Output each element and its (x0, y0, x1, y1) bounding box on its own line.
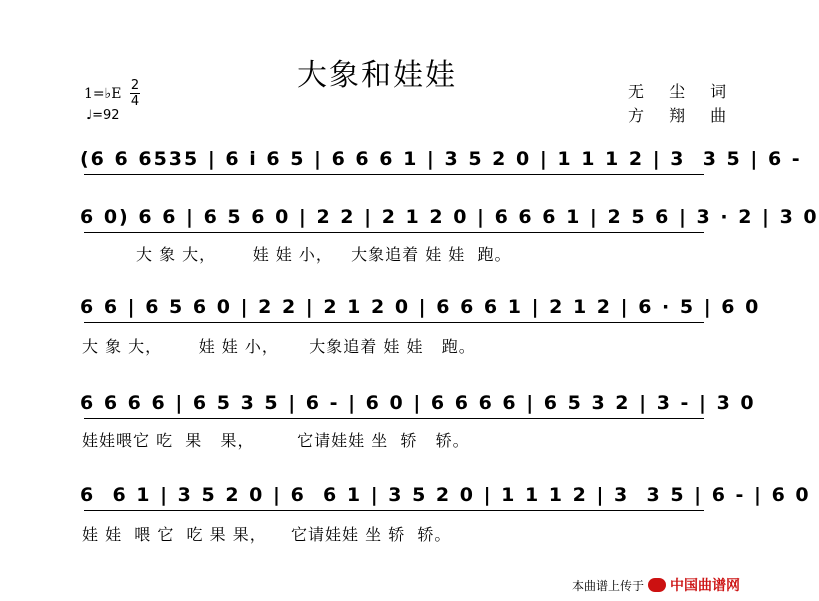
score-meta (84, 78, 140, 123)
beat-underline (84, 418, 704, 419)
key-signature: 1=♭E (84, 86, 122, 102)
beat-underline (84, 232, 704, 233)
lyrics-row: 大 象 大， 娃 娃 小， 大象追着 娃 娃 跑。 (82, 337, 476, 356)
site-brand: 中国曲谱网 (670, 578, 740, 594)
time-top: 2 (130, 78, 140, 93)
lyricist: 无 尘 词 (628, 82, 737, 101)
notation-row: (6 6 6535 | 6 i 6 5 | 6 6 6 1 | 3 5 2 0 | 1 1 1 2 | 3 3 5 | 6 - (80, 148, 802, 170)
lyrics-row: 大 象 大， 娃 娃 小， 大象追着 娃 娃 跑。 (136, 245, 512, 264)
song-title: 大象和娃娃 (297, 58, 457, 93)
time-signature (130, 78, 140, 109)
tempo-mark: ♩=92 (86, 108, 120, 123)
lyrics-row: 娃娃喂它 吃 果 果， 它请娃娃 坐 轿 轿。 (82, 431, 470, 450)
lyrics-row: 娃 娃 喂 它 吃 果 果， 它请娃娃 坐 轿 轿。 (82, 525, 452, 544)
upload-note: 本曲谱上传于 (571, 578, 644, 593)
beat-underline (84, 174, 704, 175)
notation-row: 6 6 1 | 3 5 2 0 | 6 6 1 | 3 5 2 0 | 1 1 1 2 | 3 3 5 | 6 - | 6 0 (80, 484, 811, 506)
footer (572, 575, 740, 595)
time-bottom: 4 (130, 94, 140, 109)
notation-row: 6 0) 6 6 | 6 5 6 0 | 2 2 | 2 1 2 0 | 6 6 6 1 | 2 5 6 | 3 · 2 | 3 0 (80, 206, 819, 228)
credits (628, 80, 736, 128)
notation-row: 6 6 6 6 | 6 5 3 5 | 6 - | 6 0 | 6 6 6 6 | 6 5 3 2 | 3 - | 3 0 (80, 392, 756, 414)
composer: 方 翔 曲 (628, 106, 737, 125)
beat-underline (84, 322, 704, 323)
notation-row: 6 6 | 6 5 6 0 | 2 2 | 2 1 2 0 | 6 6 6 1 | 2 1 2 | 6 · 5 | 6 0 (80, 296, 761, 318)
site-logo-icon (648, 578, 666, 592)
beat-underline (84, 510, 704, 511)
